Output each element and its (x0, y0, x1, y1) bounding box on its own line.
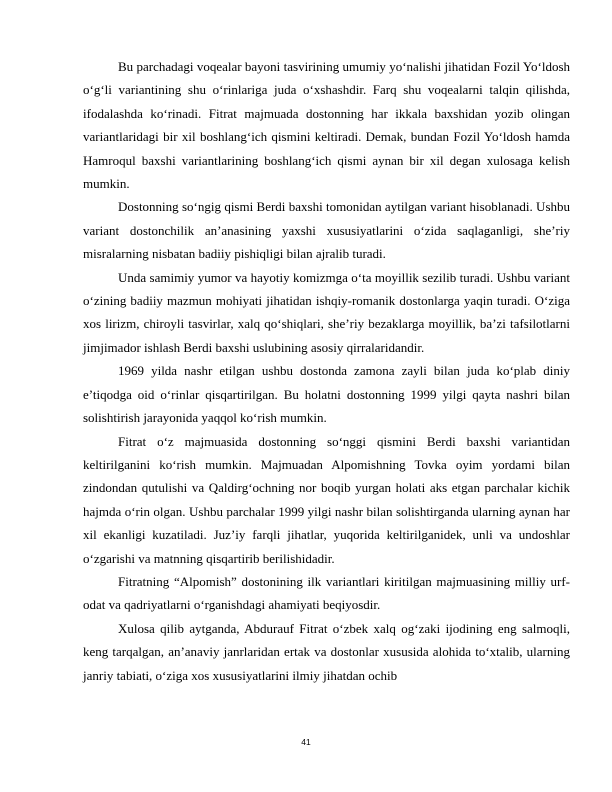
paragraph: Bu parchadagi voqealar bayoni tasvirining umumiy yo‘nalishi jihatidan Fozil Yo‘ldosh o‘g‘li variantining shu o‘rinlariga juda o‘xshashdir. Farq shu voqealarni talqin qilishda, ifodalashda ko‘rinadi. Fitrat majmuada dostonning har ikkala baxshidan yozib olingan variantlaridagi bir xil boshlang‘ich qismini keltiradi. Demak, bundan Fozil Yo‘ldosh hamda Hamroqul baxshi variantlarining boshlang‘ich qismi aynan bir xil degan xulosaga kelish mumkin. (83, 59, 570, 192)
paragraph: Fitratning “Alpomish” dostonining ilk variantlari kiritilgan majmuasining milliy urf-odat va qadriyatlarni o‘rganishdagi ahamiyati beqiyosdir. (83, 573, 570, 613)
paragraph: 1969 yilda nashr etilgan ushbu dostonda zamona zayli bilan juda ko‘plab diniy e’tiqodga oid o‘rinlar qisqartirilgan. Bu holatni dostonning 1999 yilgi qayta nashri bilan solishtirish jarayonida yaqqol ko‘rish mumkin. (83, 363, 570, 426)
page-number: 41 (301, 737, 311, 747)
paragraph: Xulosa qilib aytganda, Abdurauf Fitrat o‘zbek xalq og‘zaki ijodining eng salmoqli, keng tarqalgan, an’anaviy janrlaridan ertak va dostonlar xususida alohida to‘xtalib, ularning janriy tabiati, o‘ziga xos xususiyatlarini ilmiy jihatdan ochib (83, 620, 570, 683)
paragraph: Dostonning so‘ngig qismi Berdi baxshi tomonidan aytilgan variant hisoblanadi. Ushbu variant dostonchilik an’anasining yaxshi xususiyatlarini o‘zida saqlaganligi, she’riy misralarning nisbatan badiiy pishiqligi bilan ajralib turadi. (83, 199, 570, 262)
document-body (83, 55, 570, 687)
paragraph: Fitrat o‘z majmuasida dostonning so‘nggi qismini Berdi baxshi variantidan keltirilganini ko‘rish mumkin. Majmuadan Alpomishning Tovka oyim yordami bilan zindondan qutulishi va Qaldirg‘ochning nor boqib yurgan holati aks etgan parchalar kichik hajmda o‘rin olgan. Ushbu parchalar 1999 yilgi nashr bilan solishtirganda ularning aynan har xil ekanligi kuzatiladi. Juz’iy farqli jihatlar, yuqorida keltirilganidek, unli va undoshlar o‘zgarishi va matnning qisqartirib berilishidadir. (83, 433, 570, 566)
paragraph: Unda samimiy yumor va hayotiy komizmga o‘ta moyillik sezilib turadi. Ushbu variant o‘zining badiiy mazmun mohiyati jihatidan ishqiy-romanik dostonlarga yaqin turadi. O‘ziga xos lirizm, chiroyli tasvirlar, xalq qo‘shiqlari, she’riy bezaklarga moyillik, ba’zi tafsilotlarni jimjimador ishlash Berdi baxshi uslubining asosiy qirralaridandir. (83, 269, 570, 355)
